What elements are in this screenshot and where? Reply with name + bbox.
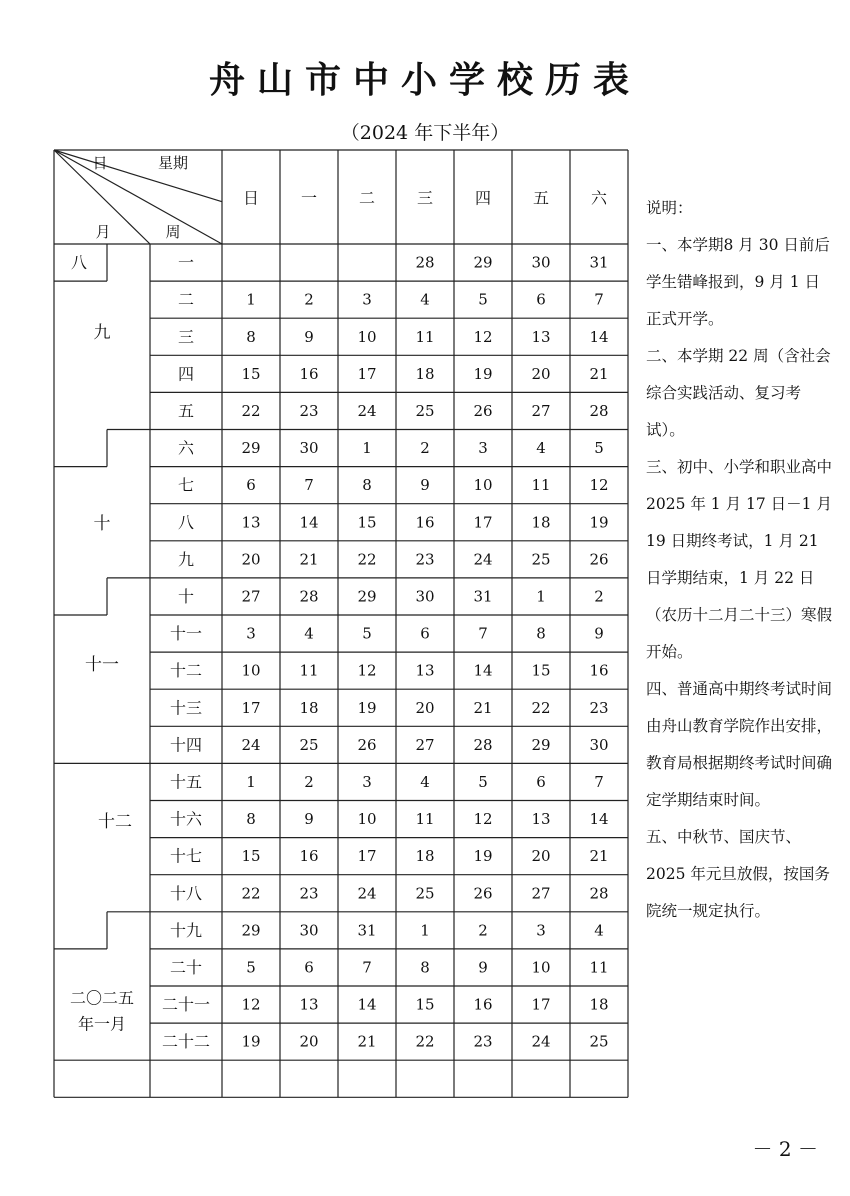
date-cell: 15 [241, 847, 261, 866]
note-item: 二、本学期 22 周（含社会综合实践活动、复习考试）。 [646, 347, 831, 439]
date-cell: 15 [241, 364, 261, 383]
notes-panel [646, 190, 832, 930]
date-cell: 2 [594, 587, 604, 606]
date-cell: 28 [589, 401, 609, 420]
date-cell: 9 [420, 476, 430, 495]
date-cell: 11 [415, 327, 435, 346]
header-corner-weekday: 星期 [157, 154, 189, 172]
week-number: 七 [177, 475, 195, 495]
week-number: 十三 [169, 698, 203, 718]
page-title: 舟山市中小学校历表 [208, 60, 641, 101]
date-cell: 22 [241, 884, 261, 903]
date-cell: 1 [246, 290, 256, 309]
date-cell: 24 [357, 884, 377, 903]
date-cell: 7 [362, 958, 372, 977]
note-item: 五、中秋节、国庆节、2025 年元旦放假，按国务院统一规定执行。 [646, 828, 830, 920]
date-cell: 4 [536, 439, 546, 458]
week-number: 十 [177, 586, 195, 606]
date-cell: 25 [589, 1032, 609, 1051]
date-cell: 18 [299, 698, 319, 717]
date-cell: 8 [246, 327, 256, 346]
date-cell: 1 [536, 587, 546, 606]
date-cell: 24 [357, 401, 377, 420]
date-cell: 4 [420, 772, 430, 791]
date-cell: 17 [357, 847, 377, 866]
date-cell: 10 [531, 958, 551, 977]
date-cell: 19 [473, 364, 493, 383]
date-cell: 13 [531, 810, 551, 829]
date-cell: 30 [299, 439, 319, 458]
header-diagonal [54, 150, 222, 244]
date-cell: 10 [357, 327, 377, 346]
date-cell: 2 [304, 772, 314, 791]
date-cell: 16 [299, 847, 319, 866]
header-corner-day: 日 [92, 154, 108, 172]
weekday-header: 四 [474, 188, 492, 208]
date-cell: 29 [241, 439, 261, 458]
month-label: 八 [70, 253, 88, 273]
date-cell: 31 [357, 921, 377, 940]
note-item: 三、初中、小学和职业高中 2025 年 1 月 17 日－1 月 19 日期终考试，1 月 21 日学期结束，1 月 22 日（农历十二月二十三）寒假开始。 [646, 458, 833, 661]
weekday-header: 日 [242, 188, 260, 208]
date-cell: 30 [299, 921, 319, 940]
date-cell: 10 [473, 476, 493, 495]
date-cell: 21 [357, 1032, 377, 1051]
date-cell: 12 [589, 476, 609, 495]
date-cell: 15 [415, 995, 435, 1014]
date-cell: 18 [589, 995, 609, 1014]
date-cell: 21 [589, 364, 609, 383]
date-cell: 23 [299, 401, 319, 420]
date-cell: 23 [589, 698, 609, 717]
date-cell: 27 [531, 884, 551, 903]
date-cell: 7 [594, 290, 604, 309]
date-cell: 5 [246, 958, 256, 977]
date-cell: 4 [304, 624, 314, 643]
date-cell: 25 [531, 550, 551, 569]
date-cell: 17 [531, 995, 551, 1014]
week-number: 四 [177, 364, 195, 384]
date-cell: 15 [531, 661, 551, 680]
date-cell: 12 [357, 661, 377, 680]
week-number: 十五 [169, 772, 203, 792]
date-cell: 17 [357, 364, 377, 383]
weekday-header: 三 [416, 188, 434, 208]
date-cell: 29 [531, 735, 551, 754]
date-cell: 18 [415, 847, 435, 866]
date-cell: 26 [473, 884, 493, 903]
date-cell: 25 [415, 884, 435, 903]
date-cell: 11 [589, 958, 609, 977]
date-cell: 4 [594, 921, 604, 940]
date-cell: 24 [241, 735, 261, 754]
date-cell: 14 [589, 810, 609, 829]
date-cell: 1 [246, 772, 256, 791]
date-cell: 22 [241, 401, 261, 420]
date-cell: 6 [420, 624, 430, 643]
date-cell: 12 [241, 995, 261, 1014]
date-cell: 23 [299, 884, 319, 903]
date-cell: 11 [415, 810, 435, 829]
date-cell: 7 [594, 772, 604, 791]
date-cell: 8 [246, 810, 256, 829]
week-number: 十四 [169, 735, 203, 755]
week-number: 十六 [169, 809, 203, 829]
date-cell: 5 [478, 290, 488, 309]
date-cell: 21 [299, 550, 319, 569]
date-cell: 16 [589, 661, 609, 680]
date-cell: 19 [589, 513, 609, 532]
date-cell: 1 [362, 439, 372, 458]
week-number: 十七 [169, 846, 203, 866]
week-number: 二 [177, 290, 195, 310]
date-cell: 14 [473, 661, 493, 680]
date-cell: 2 [420, 439, 430, 458]
date-cell: 4 [420, 290, 430, 309]
date-cell: 3 [478, 439, 488, 458]
date-cell: 12 [473, 810, 493, 829]
date-cell: 14 [589, 327, 609, 346]
weekday-header: 五 [532, 188, 550, 208]
date-cell: 13 [415, 661, 435, 680]
date-cell: 5 [362, 624, 372, 643]
date-cell: 20 [415, 698, 435, 717]
date-cell: 26 [357, 735, 377, 754]
date-cell: 28 [473, 735, 493, 754]
month-label: 十一 [85, 655, 119, 675]
date-cell: 3 [362, 290, 372, 309]
date-cell: 7 [478, 624, 488, 643]
date-cell: 24 [473, 550, 493, 569]
date-cell: 22 [415, 1032, 435, 1051]
week-number: 二十 [169, 957, 203, 977]
date-cell: 14 [299, 513, 319, 532]
date-cell: 12 [473, 327, 493, 346]
date-cell: 30 [415, 587, 435, 606]
date-cell: 13 [299, 995, 319, 1014]
date-cell: 23 [473, 1032, 493, 1051]
week-number: 八 [177, 512, 195, 532]
date-cell: 8 [536, 624, 546, 643]
date-cell: 6 [304, 958, 314, 977]
date-cell: 5 [594, 439, 604, 458]
month-label: 十 [93, 514, 111, 534]
week-number: 三 [177, 327, 195, 347]
notes-heading: 说明： [646, 199, 693, 217]
header-corner-week: 周 [165, 223, 181, 241]
date-cell: 29 [357, 587, 377, 606]
date-cell: 19 [473, 847, 493, 866]
date-cell: 1 [420, 921, 430, 940]
week-number: 九 [177, 549, 195, 569]
date-cell: 8 [420, 958, 430, 977]
date-cell: 19 [241, 1032, 261, 1051]
date-cell: 20 [531, 364, 551, 383]
date-cell: 28 [299, 587, 319, 606]
page-number: － 2 － [752, 1137, 818, 1161]
week-number: 五 [177, 401, 195, 421]
date-cell: 22 [357, 550, 377, 569]
date-cell: 9 [478, 958, 488, 977]
date-cell: 31 [473, 587, 493, 606]
date-cell: 3 [362, 772, 372, 791]
date-cell: 16 [473, 995, 493, 1014]
week-number: 十八 [169, 883, 203, 903]
month-label: 十二 [98, 812, 132, 832]
date-cell: 21 [589, 847, 609, 866]
date-cell: 22 [531, 698, 551, 717]
date-cell: 11 [531, 476, 551, 495]
week-number: 二十一 [161, 995, 211, 1015]
date-cell: 29 [241, 921, 261, 940]
header-corner-month: 月 [95, 223, 111, 241]
date-cell: 26 [589, 550, 609, 569]
date-cell: 20 [241, 550, 261, 569]
date-cell: 8 [362, 476, 372, 495]
date-cell: 16 [415, 513, 435, 532]
date-cell: 7 [304, 476, 314, 495]
date-cell: 23 [415, 550, 435, 569]
date-cell: 11 [299, 661, 319, 680]
date-cell: 9 [594, 624, 604, 643]
date-cell: 21 [473, 698, 493, 717]
note-item: 四、普通高中期终考试时间由舟山教育学院作出安排，教育局根据期终考试时间确定学期结束时间。 [646, 680, 833, 809]
date-cell: 17 [241, 698, 261, 717]
month-label: 二〇二五 [69, 988, 135, 1008]
date-cell: 27 [415, 735, 435, 754]
week-number: 十一 [169, 624, 203, 644]
week-number: 二十二 [161, 1032, 211, 1052]
week-number: 六 [177, 438, 195, 458]
date-cell: 25 [299, 735, 319, 754]
date-cell: 30 [531, 253, 551, 272]
date-cell: 17 [473, 513, 493, 532]
weekday-header: 六 [590, 188, 608, 208]
date-cell: 28 [415, 253, 435, 272]
date-cell: 30 [589, 735, 609, 754]
note-item: 一、本学期8 月 30 日前后学生错峰报到，9 月 1 日正式开学。 [646, 236, 830, 328]
weekday-header: 二 [358, 188, 376, 208]
date-cell: 10 [357, 810, 377, 829]
date-cell: 3 [536, 921, 546, 940]
date-cell: 19 [357, 698, 377, 717]
date-cell: 31 [589, 253, 609, 272]
date-cell: 9 [304, 810, 314, 829]
date-cell: 27 [241, 587, 261, 606]
date-cell: 16 [299, 364, 319, 383]
date-cell: 13 [531, 327, 551, 346]
week-number: 十九 [169, 920, 203, 940]
page-subtitle: （2024 年下半年） [340, 122, 510, 144]
week-number: 十二 [169, 661, 203, 681]
date-cell: 9 [304, 327, 314, 346]
date-cell: 18 [531, 513, 551, 532]
date-cell: 3 [246, 624, 256, 643]
date-cell: 2 [304, 290, 314, 309]
week-number: 一 [177, 253, 195, 273]
date-cell: 24 [531, 1032, 551, 1051]
date-cell: 20 [531, 847, 551, 866]
date-cell: 20 [299, 1032, 319, 1051]
month-label: 年一月 [77, 1014, 127, 1034]
date-cell: 6 [536, 772, 546, 791]
date-cell: 27 [531, 401, 551, 420]
weekday-header: 一 [300, 188, 318, 208]
date-cell: 25 [415, 401, 435, 420]
date-cell: 5 [478, 772, 488, 791]
date-cell: 28 [589, 884, 609, 903]
date-cell: 2 [478, 921, 488, 940]
header-diagonal [54, 150, 222, 202]
date-cell: 15 [357, 513, 377, 532]
date-cell: 6 [246, 476, 256, 495]
date-cell: 10 [241, 661, 261, 680]
month-label: 九 [93, 323, 111, 343]
date-cell: 26 [473, 401, 493, 420]
date-cell: 18 [415, 364, 435, 383]
date-cell: 13 [241, 513, 261, 532]
date-cell: 14 [357, 995, 377, 1014]
date-cell: 29 [473, 253, 493, 272]
date-cell: 6 [536, 290, 546, 309]
